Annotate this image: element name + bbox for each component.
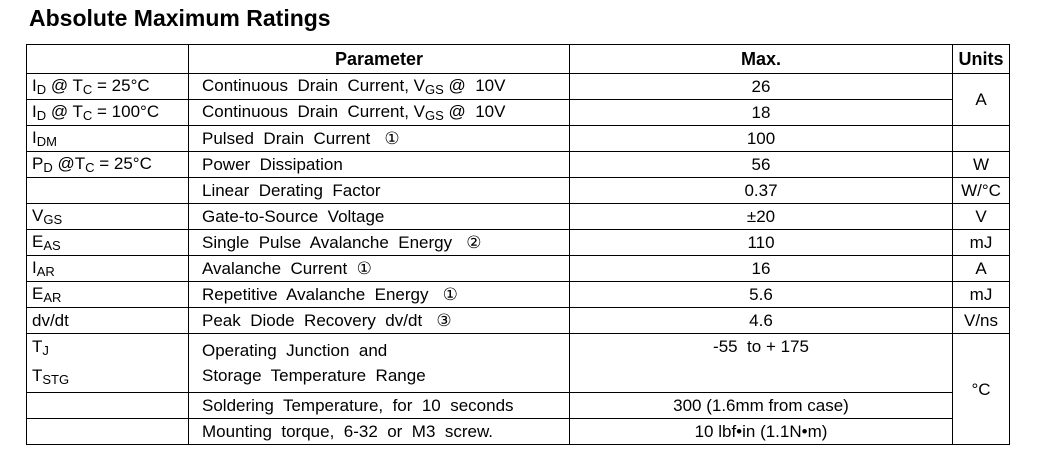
symbol-cell: $I_{DM}$ xyxy=(27,126,189,152)
units-header: Units xyxy=(953,45,1010,74)
parameter-cell: Gate-to-Source Voltage xyxy=(189,204,570,230)
parameter-cell: Repetitive Avalanche Energy ① xyxy=(189,282,570,308)
max-cell: 26 xyxy=(570,74,953,100)
parameter-cell: Peak Diode Recovery dv/dt ③ xyxy=(189,308,570,334)
parameter-cell: Single Pulse Avalanche Energy ② xyxy=(189,230,570,256)
max-cell: 4.6 xyxy=(570,308,953,334)
symbol-cell: $E_{AR}$ xyxy=(27,282,189,308)
parameter-cell: Power Dissipation xyxy=(189,152,570,178)
table-row xyxy=(27,152,1010,178)
units-cell: W/°C xyxy=(953,178,1010,204)
header-row xyxy=(27,45,1010,74)
table-row xyxy=(27,230,1010,256)
symbol-cell xyxy=(27,393,189,419)
units-cell: mJ xyxy=(953,282,1010,308)
table-row xyxy=(27,74,1010,100)
parameter-cell: Pulsed Drain Current ① xyxy=(189,126,570,152)
max-cell: ±20 xyxy=(570,204,953,230)
section-title: Absolute Maximum Ratings xyxy=(29,5,331,31)
units-cell: A xyxy=(953,74,1010,126)
symbol-cell xyxy=(27,178,189,204)
max-cell: 110 xyxy=(570,230,953,256)
symbol-cell: $T_J$ $T_{STG}$ xyxy=(27,334,189,393)
symbol-cell xyxy=(27,419,189,445)
symbol-cell: $V_{GS}$ xyxy=(27,204,189,230)
table-row xyxy=(27,100,1010,126)
symbol-cell: dv/dt xyxy=(27,308,189,334)
table-row xyxy=(27,178,1010,204)
parameter-cell: Mounting torque, 6-32 or M3 screw. xyxy=(189,419,570,445)
symbol-cell: $P_D$ $@T_C = 25^\circ C$ xyxy=(27,152,189,178)
symbol-cell: $I_{AR}$ xyxy=(27,256,189,282)
table-row xyxy=(27,256,1010,282)
parameter-cell: Continuous Drain Current, $V_{GS}$ @ 10V xyxy=(189,100,570,126)
max-cell: 16 xyxy=(570,256,953,282)
symbol-cell: $E_{AS}$ xyxy=(27,230,189,256)
parameter-cell: Operating Junction and Storage Temperature Range xyxy=(189,334,570,393)
units-cell: A xyxy=(953,256,1010,282)
parameter-cell: Soldering Temperature, for 10 seconds xyxy=(189,393,570,419)
units-cell: mJ xyxy=(953,230,1010,256)
table-row xyxy=(27,126,1010,152)
max-cell: 18 xyxy=(570,100,953,126)
max-cell: 300 (1.6mm from case) xyxy=(570,393,953,419)
symbol-cell: $I_D$ @ $T_C = 25^\circ C$ xyxy=(27,74,189,100)
table-row xyxy=(27,393,1010,419)
table-row xyxy=(27,308,1010,334)
parameter-cell: Linear Derating Factor xyxy=(189,178,570,204)
symbol-header xyxy=(27,45,189,74)
table-row xyxy=(27,282,1010,308)
units-cell xyxy=(953,126,1010,152)
max-cell: 56 xyxy=(570,152,953,178)
max-cell: -55 to + 175 xyxy=(570,334,953,393)
parameter-cell: Continuous Drain Current, $V_{GS}$ @ 10V xyxy=(189,74,570,100)
units-cell: W xyxy=(953,152,1010,178)
max-cell: 10 lbf•in (1.1N•m) xyxy=(570,419,953,445)
parameter-cell: Avalanche Current ① xyxy=(189,256,570,282)
units-cell: V/ns xyxy=(953,308,1010,334)
table-row xyxy=(27,419,1010,445)
max-cell: 0.37 xyxy=(570,178,953,204)
parameter-header: Parameter xyxy=(189,45,570,74)
units-cell: V xyxy=(953,204,1010,230)
table-row xyxy=(27,334,1010,393)
max-header: Max. xyxy=(570,45,953,74)
ratings-table xyxy=(26,44,1010,445)
units-cell: °C xyxy=(953,334,1010,445)
table-row xyxy=(27,204,1010,230)
symbol-cell: $I_D$ @ $T_C = 100^\circ C$ xyxy=(27,100,189,126)
max-cell: 100 xyxy=(570,126,953,152)
max-cell: 5.6 xyxy=(570,282,953,308)
